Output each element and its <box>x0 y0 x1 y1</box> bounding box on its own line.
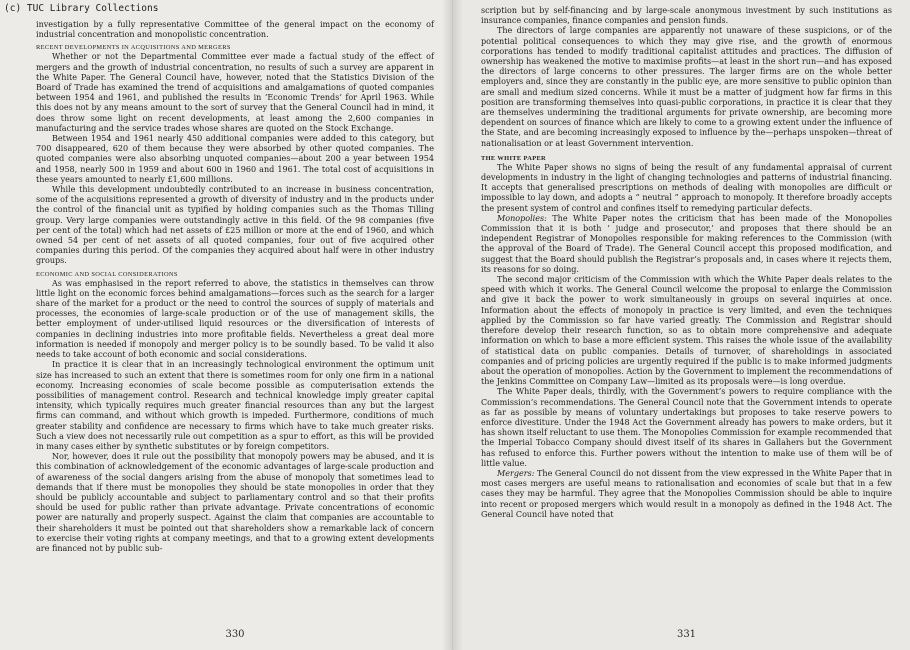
section-heading-white-paper: THE WHITE PAPER <box>481 154 547 162</box>
right-paragraph-5: The White Paper deals, thirdly, with the Government’s powers to require compliance with the Commission’s recommendations. The General Council note that the Government intends to operate as far as possible by means of voluntary undertakings but proposes to take reserve powers to enforce divestiture. Under the 1948 Act the Government already has powers to make orders, but it has shown itself reluctant to use them. The Monopolies Commission for example recommended that the Imperial Tobacco Company should divest itself of its shares in Gallahers but the Government has refused to enforce this. Further powers without the intention to make use of them will be of little value. <box>481 387 892 468</box>
right-paragraph-1: The directors of large companies are apparently not unaware of these suspicions, or of the potential political consequences to which they may give rise, and the growth of enormous corporations has tended to modify traditional capitalist attitudes and practices. The diffusion of ownership has weakened the motive to maximise profits—at least in the short run—and has exposed the directors of large concerns to other pressures. The larger firms are on the whole better employers and, since they are constantly in the public eye, are more sensitive to public opinion than are small and medium sized concerns. While it must be a matter of judgment how far firms in this position are transforming themselves into quasi-public corporations, in practice it is clear that they are themselves undermining the traditional arguments for private ownership, are becoming more dependent on sources of finance which are likely to come to a growing extent under the influence of the State, and are becoming increasingly exposed to influence by the—perhaps unspoken—threat of nationalisation or at least Government intervention. <box>481 26 892 148</box>
left-paragraph-4: As was emphasised in the report referred to above, the statistics in themselves can throw little light on the economic forces behind amalgamations—forces such as the search for a larger share of the market for a product or the need to control the sources of supply of materials and processes, the economies of large-scale production or of the use of management skills, the better employment of under-utilised liquid resources or the diversification of interests of companies in declining industries into more profitable fields. Nevertheless a great deal more information is needed if monopoly and merger policy is to be soundly based. To be valid it also needs to take account of both economic and social considerations. <box>36 278 434 360</box>
gutter-shadow <box>442 0 452 650</box>
right-paragraph-2: The White Paper shows no signs of being the result of any fundamental appraisal of current developments in industry in the light of changing technologies and patterns of industrial financing. It accepts that generalised prescriptions on methods of dealing with monopolies are difficult or impossible to lay down, and adopts a “ neutral ” approach to monopoly. It therefore broadly accepts the present system of control and confines itself to remedying particular defects. <box>481 162 892 213</box>
right-page <box>453 0 910 650</box>
left-intro-paragraph: investigation by a fully representative Committee of the general impact on the economy of industrial concentration and monopolistic concentration. <box>36 20 434 40</box>
gutter-shadow <box>453 0 463 650</box>
right-paragraph-mergers <box>481 469 892 520</box>
right-page-number: 331 <box>676 629 697 640</box>
left-paragraph-2: Between 1954 and 1961 nearly 450 additional companies were added to this category, but 700 disappeared, 620 of them because they were absorbed by other quoted companies. The quoted companies were also absorbing unquoted companies—about 200 a year between 1954 and 1958, nearly 500 in 1959 and about 600 in 1960 and 1961. The total cost of acquisitions in these years amounted to nearly £1,600 millions. <box>36 134 434 184</box>
mergers-label: Mergers: <box>497 468 535 478</box>
mergers-text: The General Council do not dissent from the view expressed in the White Paper that in most cases mergers are useful means to rationalisation and economies of scale but that in a few cases they may be harmful. They agree that the Monopolies Commission should be able to inquire into recent or proposed mergers which would result in a monopoly as defined in the 1948 Act. The General Council have noted that <box>481 468 892 519</box>
monopolies-label: Monopolies: <box>497 213 547 223</box>
left-paragraph-6: Nor, however, does it rule out the possibility that monopoly powers may be abused, and it is this combination of acknowledgement of the economic advantages of large-scale production and of awareness of the social dangers arising from the abuse of monopoly that sometimes lead to demands that if there must be monopolies they should be state monopolies in order that they should be publicly accountable and subject to parliamentary control and so that their profits should be used for public rather than private advantage. Private concentrations of economic power are naturally and properly suspect. Against the claim that companies are accountable to their shareholders it must be pointed out that shareholders show a remarkable lack of concern to exercise their voting rights at company meetings, and that to a growing extent developments are financed not by public sub- <box>36 452 434 553</box>
left-paragraph-1: Whether or not the Departmental Committee ever made a factual study of the effect of mergers and the growth of industrial concentration, no results of such a survey are apparent in the White Paper. The General Council have, however, noted that the Statistics Division of the Board of Trade has examined the trend of acquisitions and amalgamations of quoted companies between 1954 and 1961, and published the results in ‘Economic Trends’ for April 1963. While this does not by any means amount to the sort of survey that the General Council had in mind, it does throw some light on recent developments, at least among the 2,600 companies in manufacturing and the service trades whose shares are quoted on the Stock Exchange. <box>36 52 434 133</box>
right-paragraph-4: The second major criticism of the Commission with which the White Paper deals relates to the speed with which it works. The General Council welcome the proposal to enlarge the Commission and give it back the power to work simultaneously in groups on several inquiries at once. Information about the effects of monopoly in practice is very limited, and even the techniques applied by the Commission so far have varied greatly. The Commission and Registrar should therefore develop their research function, so as to obtain more comprehensive and adequate information on which to base a more efficient system. This raises the whole issue of the availability of statistical data on public companies. Details of turnover, of shareholdings in associated companies and of pricing policies are urgently required if the public is to make informed judgments about the operation of monopolies. Action by the Government to implement the recommendations of the Jenkins Committee on Company Law—limited as its proposals were—is long overdue. <box>481 275 892 387</box>
monopolies-text: The White Paper notes the criticism that has been made of the Monopolies Commission that it is both ‘ judge and prosecutor,’ and proposes that there should be an independent Registrar of Monopolies responsible for making references to the Commission (with the approval of the Board of Trade). The General Council accept this proposed modification, and suggest that the Board should publish the Registrar’s proposals and, in cases where it rejects them, its reasons for so doing. <box>481 213 892 274</box>
left-paragraph-3: While this development undoubtedly contributed to an increase in business concentration, some of the acquisitions represented a growth of diversity of industry and in the products under the control of the financial unit as typified by holding companies such as the Thomas Tilling group. Very large companies were outstandingly active in this field. Of the 98 companies (five per cent of the total) which had net assets of £25 million or more at the end of 1960, and which owned 54 per cent of net assets of all quoted companies, four out of five acquired other companies during this period. Of the companies they acquired about half were in other industry groups. <box>36 185 434 266</box>
right-intro-paragraph: scription but by self-financing and by large-scale anonymous investment by such institutions as insurance companies, finance companies and pension funds. <box>481 6 892 26</box>
copyright-notice: (c) TUC Library Collections <box>4 3 159 14</box>
left-page-number: 330 <box>225 629 245 640</box>
left-paragraph-5: In practice it is clear that in an increasingly technological environment the optimum unit size has increased to such an extent that there is sometimes room for only one firm in a national economy. Increasing economies of scale become possible as computerisation extends the possibilities of management control. Research and technical knowledge imply greater capital intensity, which typically requires much greater financial resources than any but the largest firms can command, and without which growth is impeded. Furthermore, conditions of much greater stability and confidence are necessary to firms which have to take much greater risks. Such a view does not necessarily rule out competition as a spur to effort, as this will be provided in many cases either by synthetic substitutes or by foreign competitors. <box>36 360 434 451</box>
left-page <box>0 0 453 650</box>
section-heading-economic-social: ECONOMIC AND SOCIAL CONSIDERATIONS <box>36 270 178 278</box>
section-heading-acquisitions: RECENT DEVELOPMENTS IN ACQUISITIONS AND MERGERS <box>36 44 231 52</box>
right-paragraph-monopolies <box>481 214 892 275</box>
